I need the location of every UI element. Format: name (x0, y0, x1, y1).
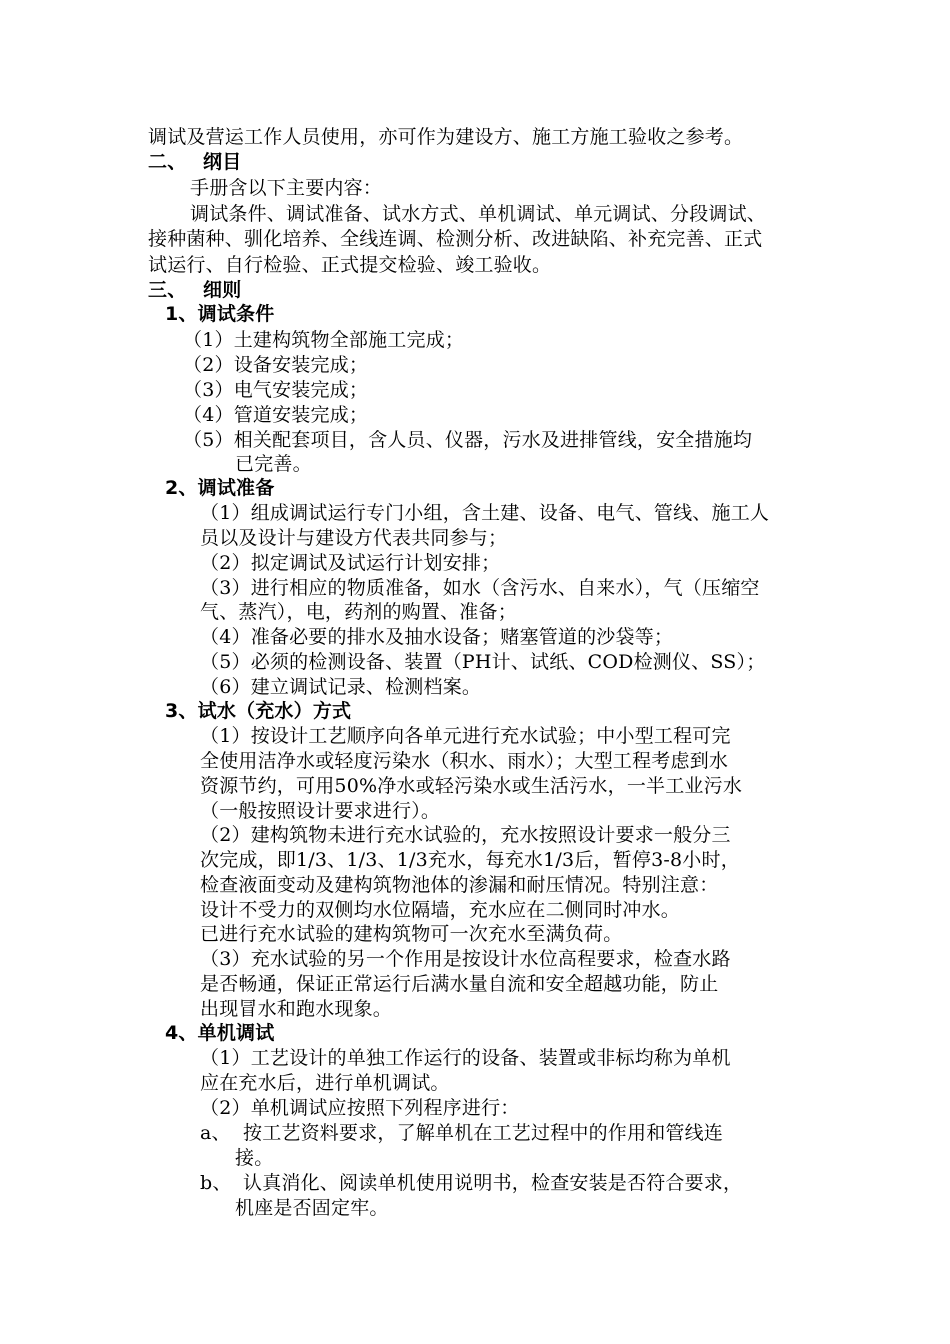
section-3-number: 三、 (148, 279, 187, 301)
section-2-items-line: 调试条件、调试准备、试水方式、单机调试、单元调试、分段调试、 (190, 203, 767, 225)
subsection-2-line: 气、蒸汽），电，药剂的购置、准备； (200, 601, 517, 623)
subsection-2-line: （2）拟定调试及试运行计划安排； (200, 552, 501, 574)
subsection-3-line: 是否畅通，保证正常运行后满水量自流和安全超越功能，防止 (200, 973, 719, 995)
subitem-line: 认真消化、阅读单机使用说明书，检查安装是否符合要求， (243, 1172, 743, 1194)
subsection-2-line: （1）组成调试运行专门小组，含土建、设备、电气、管线、施工人 (200, 502, 770, 524)
subsection-1-title: 1、调试条件 (165, 303, 275, 325)
subsection-2-line: （4）准备必要的排水及抽水设备；赌塞管道的沙袋等； (200, 626, 674, 648)
subsection-1-line: （2）设备安装完成； (183, 354, 369, 376)
subitem-marker: a、 (200, 1122, 231, 1144)
intro-paragraph-tail: 调试及营运工作人员使用，亦可作为建设方、施工方施工验收之参考。 (148, 126, 744, 148)
subsection-3-line: （3）充水试验的另一个作用是按设计水位高程要求，检查水路 (200, 948, 731, 970)
subsection-3-line: 次完成，即1/3、1/3、1/3充水，每充水1/3后，暂停3-8小时， (200, 849, 740, 871)
section-2-items-line: 接种菌种、驯化培养、全线连调、检测分析、改进缺陷、补充完善、正式 (148, 228, 763, 250)
section-3-title: 细则 (203, 279, 242, 301)
subsection-3-line: 检查液面变动及建构筑物池体的渗漏和耐压情况。特别注意： (200, 874, 719, 896)
subsection-2-line: （5）必须的检测设备、装置（PH计、试纸、COD检测仪、SS）； (200, 651, 766, 673)
subsection-4-line: （1）工艺设计的单独工作运行的设备、装置或非标均称为单机 (200, 1047, 731, 1069)
subsection-3-line: （2）建构筑物未进行充水试验的，充水按照设计要求一般分三 (200, 824, 731, 846)
subsection-4-line: （2）单机调试应按照下列程序进行： (200, 1097, 520, 1119)
subsection-1-line: 已完善。 (235, 453, 312, 475)
subitem-line: 机座是否固定牢。 (235, 1197, 389, 1219)
subsection-3-title: 3、试水（充水）方式 (165, 700, 352, 722)
subsection-4-title: 4、单机调试 (165, 1022, 275, 1044)
subsection-2-line: （6）建立调试记录、检测档案。 (200, 676, 482, 698)
subsection-2-line: （3）进行相应的物质准备，如水（含污水、自来水），气（压缩空 (200, 577, 760, 599)
subsection-3-line: 全使用洁净水或轻度污染水（积水、雨水）；大型工程考虑到水 (200, 750, 729, 772)
section-2-items-line: 试运行、自行检验、正式提交检验、竣工验收。 (148, 254, 552, 276)
subsection-3-line: 已进行充水试验的建构筑物可一次充水至满负荷。 (200, 923, 623, 945)
subsection-3-line: 设计不受力的双侧均水位隔墙，充水应在二侧同时冲水。 (200, 899, 681, 921)
section-2-lead: 手册含以下主要内容： (190, 177, 383, 199)
subitem-line: 接。 (235, 1147, 274, 1169)
subsection-3-line: 出现冒水和跑水现象。 (200, 998, 393, 1020)
section-2-number: 二、 (148, 151, 187, 173)
subsection-3-line: （1）按设计工艺顺序向各单元进行充水试验；中小型工程可完 (200, 725, 731, 747)
section-2-title: 纲目 (203, 151, 242, 173)
subsection-1-line: （1）土建构筑物全部施工完成； (183, 329, 465, 351)
subsection-1-line: （4）管道安装完成； (183, 404, 369, 426)
subsection-1-line: （5）相关配套项目，含人员、仪器，污水及进排管线，安全措施均 (183, 429, 753, 451)
subsection-3-line: 资源节约，可用50%净水或轻污染水或生活污水，一半工业污水 (200, 775, 743, 797)
subitem-line: 按工艺资料要求，了解单机在工艺过程中的作用和管线连 (243, 1122, 724, 1144)
subsection-2-title: 2、调试准备 (165, 477, 275, 499)
subsection-4-line: 应在充水后，进行单机调试。 (200, 1072, 450, 1094)
subitem-marker: b、 (200, 1172, 232, 1194)
subsection-2-line: 员以及设计与建设方代表共同参与； (200, 527, 508, 549)
subsection-3-line: （一般按照设计要求进行）。 (200, 800, 441, 822)
subsection-1-line: （3）电气安装完成； (183, 379, 369, 401)
